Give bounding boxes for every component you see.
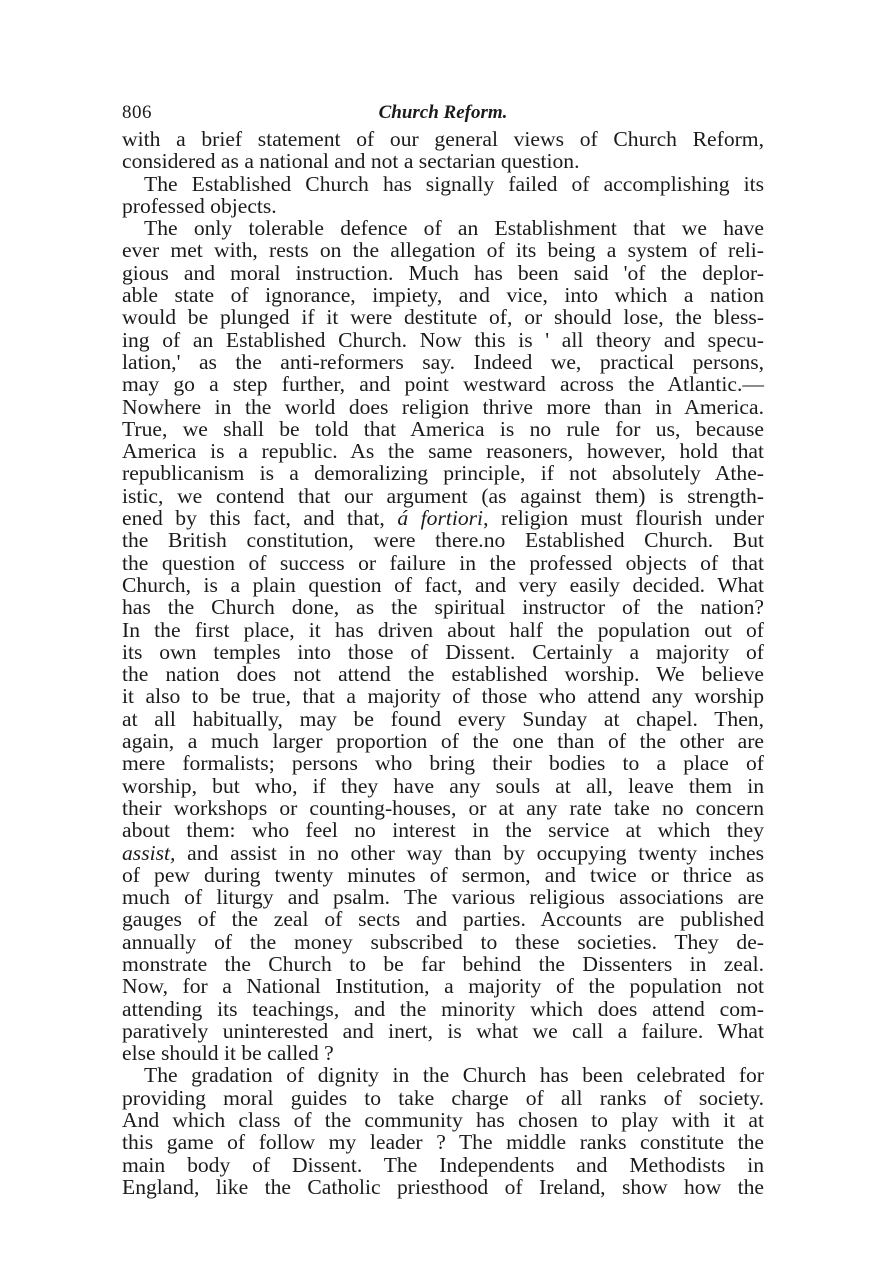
text-line: the nation does not attend the established worship. We believe xyxy=(122,662,764,687)
text-line: may go a step further, and point westward across the Atlantic.— xyxy=(122,372,764,397)
text-line: England, like the Catholic priesthood of Ireland, show how the xyxy=(122,1174,764,1199)
running-head xyxy=(122,96,764,124)
text-line: much of liturgy and psalm. The various religious associations are xyxy=(122,885,764,910)
text-line: main body of Dissent. The Independents and Methodists in xyxy=(122,1152,764,1177)
paragraph xyxy=(122,173,764,218)
text-line: about them: who feel no interest in the service at which they xyxy=(122,818,764,843)
text-line: its own temples into those of Dissent. Certainly a majority of xyxy=(122,639,764,664)
paragraph xyxy=(122,128,764,173)
text-line: of pew during twenty minutes of sermon, and twice or thrice as xyxy=(122,862,764,887)
text-line: worship, but who, if they have any souls at all, leave them in xyxy=(122,773,764,798)
text-line: the question of success or failure in the professed objects of that xyxy=(122,550,764,575)
text-line: else should it be called ? xyxy=(122,1041,334,1066)
text-line: paratively uninterested and inert, is what we call a failure. What xyxy=(122,1018,764,1043)
text-line: at all habitually, may be found every Sunday at chapel. Then, xyxy=(122,706,764,731)
text-line: gauges of the zeal of sects and parties. Accounts are published xyxy=(122,907,764,932)
text-line: mere formalists; persons who bring their bodies to a place of xyxy=(122,751,764,776)
page-number: 806 xyxy=(122,102,152,123)
text-line: their workshops or counting-houses, or at any rate take no concern xyxy=(122,795,764,820)
text-line: providing moral guides to take charge of all ranks of society. xyxy=(122,1085,764,1110)
text-line: gious and moral instruction. Much has been said 'of the deplor- xyxy=(122,260,764,285)
running-title: Church Reform. xyxy=(378,102,508,123)
text-line: considered as a national and not a sectarian question. xyxy=(122,149,580,174)
text-line: And which class of the community has chosen to play with it at xyxy=(122,1108,764,1133)
text-line: the British constitution, were there.no Established Church. But xyxy=(122,528,764,553)
text-line: able state of ignorance, impiety, and vice, into which a nation xyxy=(122,283,764,308)
text-line: republicanism is a demoralizing principle, if not absolutely Athe- xyxy=(122,461,764,486)
text-line: it also to be true, that a majority of those who attend any worship xyxy=(122,684,764,709)
body-text xyxy=(122,128,764,1198)
text-line: would be plunged if it were destitute of, or should lose, the bless- xyxy=(122,305,764,330)
text-line: attending its teachings, and the minority which does attend com- xyxy=(122,996,764,1021)
text-line: with a brief statement of our general views of Church Reform, xyxy=(122,127,764,151)
text-line: ing of an Established Church. Now this is ' all theory and specu- xyxy=(122,327,764,352)
text-line: has the Church done, as the spiritual instructor of the nation? xyxy=(122,595,764,620)
text-line: istic, we contend that our argument (as against them) is strength- xyxy=(122,483,764,508)
text-line: monstrate the Church to be far behind the Dissenters in zeal. xyxy=(122,951,764,976)
text-line: professed objects. xyxy=(122,193,277,218)
text-line: The gradation of dignity in the Church has been celebrated for xyxy=(144,1063,764,1088)
text-line: assist, and assist in no other way than by occupying twenty inches xyxy=(122,840,764,865)
text-line: again, a much larger proportion of the one than of the other are xyxy=(122,729,764,754)
text-line: Now, for a National Institution, a majority of the population not xyxy=(122,974,764,999)
text-line: True, we shall be told that America is no rule for us, because xyxy=(122,416,764,441)
text-line: The Established Church has signally failed of accomplishing its xyxy=(144,171,764,196)
text-line: Church, is a plain question of fact, and very easily decided. What xyxy=(122,572,764,597)
paragraph xyxy=(122,217,764,1064)
text-line: ened by this fact, and that, á fortiori, religion must flourish under xyxy=(122,506,765,531)
text-line: Nowhere in the world does religion thrive more than in America. xyxy=(122,394,764,419)
text-line: The only tolerable defence of an Establishment that we have xyxy=(144,216,764,241)
text-line: lation,' as the anti-reformers say. Indeed we, practical persons, xyxy=(122,349,764,374)
text-line: this game of follow my leader ? The middle ranks constitute the xyxy=(122,1130,764,1155)
text-line: In the first place, it has driven about half the population out of xyxy=(122,617,764,642)
text-line: annually of the money subscribed to these societies. They de- xyxy=(122,929,764,954)
text-line: America is a republic. As the same reasoners, however, hold that xyxy=(122,439,764,464)
paragraph xyxy=(122,1064,764,1198)
book-page xyxy=(122,96,764,1198)
text-line: ever met with, rests on the allegation of its being a system of reli- xyxy=(122,238,764,263)
